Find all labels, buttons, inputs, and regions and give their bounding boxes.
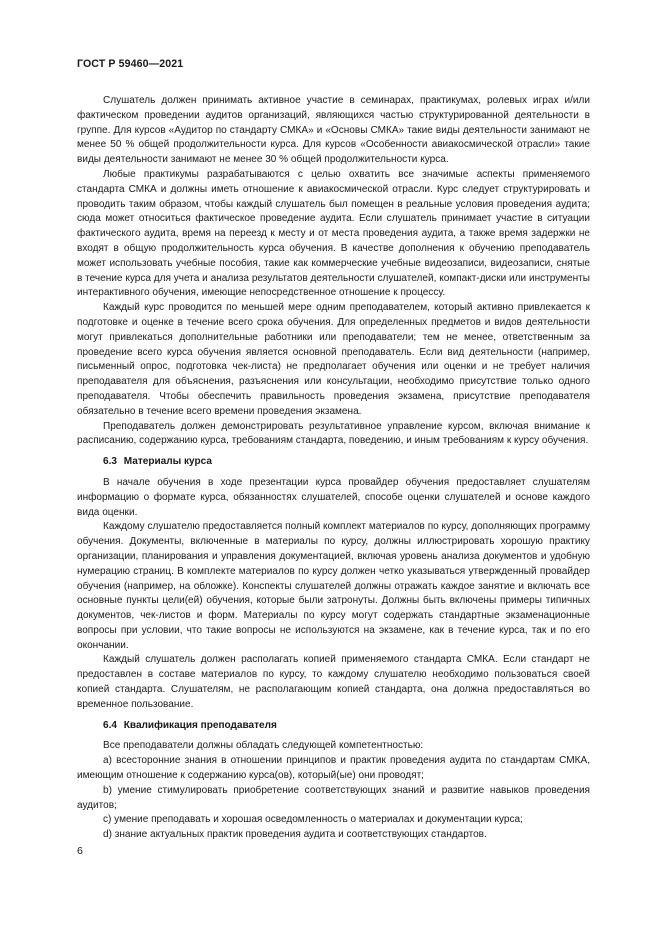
section-heading-6-4	[103, 719, 590, 734]
paragraph: Преподаватель должен демонстрировать результативное управление курсом, включая внимание к расписанию, содержанию курса, требованиям стандарта, поведению, и иным требованиям к курсу обучения.	[77, 420, 590, 447]
list-item-b: b) умение стимулировать приобретение соответствующих знаний и развитие навыков проведения аудитов;	[77, 784, 590, 811]
page-number: 6	[77, 845, 83, 857]
paragraph: Каждый курс проводится по меньшей мере одним преподавателем, который активно привлекается к подготовке и оценке в течение всего срока обучения. Для определенных предметов и видов деятельности могут привлекаться дополнительные работники или преподаватели; тем не менее, ответственным за проведение всего курса обучения является основной преподаватель. Если вид деятельности (например, письменный опрос, подготовка чек-листа) не предполагает обучения или оценки и не требует наличия преподавателя для объяснения, разъяснения или консультации, необходимо присутствие только одного преподавателя. Чтобы обеспечить правильность проведения экзамена, присутствие преподавателя обязательно в течение всего времени проведения экзамена.	[77, 302, 590, 417]
paragraph: Каждому слушателю предоставляется полный комплект материалов по курсу, дополняющих программу обучения. Документы, включенные в материалы по курсу, должны иллюстрировать хорошую практику организации, планирования и управления документацией, включая уровень анализа документов и удобную нумерацию страниц. В комплекте материалов по курсу должен четко указываться утвержденный провайдер обучения (например, на обложке). Конспекты слушателей должны отражать каждое занятие и включать все основные пункты цели(ей) обучения, которые были затронуты. Должны быть включены примеры типичных документов, чек-листов и форм. Материалы по курсу могут содержать стандартные экзаменационные вопросы при условии, что такие вопросы не используются на экзамене, как в течение курса, так и по его окончании.	[77, 521, 590, 651]
list-item-c: c) умение преподавать и хорошая осведомленность о материалах и документации курса;	[103, 814, 523, 826]
paragraph: Любые практикумы разрабатываются с целью охватить все значимые аспекты применяемого стандарта СМКА и должны иметь отношение к авиакосмической отрасли. Курс следует структурировать и проводить таким образом, чтобы каждый слушатель был помещен в реальные условия проведения аудита; сюда может относиться фактическое проведение аудита. Если слушатель принимает участие в ситуации фактического аудита, время на переезд к месту и от места проведения аудита, а также время задержки не входят в общую продолжительность курса обучения. В качестве дополнения к обучению преподаватель может использовать учебные пособия, такие как коммерческие учебные видеозаписи, видеозаписи, снятые в течение курса для учета и анализа результатов деятельности слушателей, компакт-диски или инструменты интерактивного обучения, имеющие непосредственное отношение к процессу.	[77, 168, 590, 299]
paragraph: Каждый слушатель должен располагать копией применяемого стандарта СМКА. Если стандарт не предоставлен в составе материалов по курсу, то каждому слушателю необходимо пользоваться своей копией стандарта. Слушателям, не располагающим копией стандарта, она должна предоставляться во временное пользование.	[77, 654, 590, 710]
list-item-d: d) знание актуальных практик проведения аудита и соответствующих стандартов.	[103, 829, 487, 841]
standard-designation: ГОСТ Р 59460—2021	[77, 58, 184, 70]
paragraph: В начале обучения в ходе презентации курса провайдер обучения предоставляет слушателям информацию о формате курса, обязанностях слушателей, способе оценки слушателей и основе каждого вида оценки.	[77, 476, 590, 518]
paragraph: Все преподаватели должны обладать следующей компетентностью:	[103, 740, 424, 752]
section-number: 6.3	[103, 456, 117, 468]
section-title: Квалификация преподавателя	[123, 719, 277, 731]
document-body	[77, 94, 590, 843]
paragraph: Слушатель должен принимать активное участие в семинарах, практикумах, ролевых играх и/или фактическом проведении аудитов организаций, являющихся частью структурированной деятельности в группе. Для курсов «Аудитор по стандарту СМКА» и «Основы СМКА» такие виды деятельности занимают не менее 50 % общей продолжительности курса. Для курсов «Особенности авиакосмической отрасли» такие виды деятельности занимают не менее 30 % общей продолжительности курса.	[77, 95, 590, 166]
section-title: Материалы курса	[123, 456, 212, 468]
list-item-a: a) всесторонние знания в отношении принципов и практик проведения аудита по стандартам СМКА, имеющим отношение к содержанию курса(ов), который(ые) они проводят;	[77, 755, 590, 782]
section-heading-6-3	[103, 455, 590, 470]
section-number: 6.4	[103, 719, 117, 731]
